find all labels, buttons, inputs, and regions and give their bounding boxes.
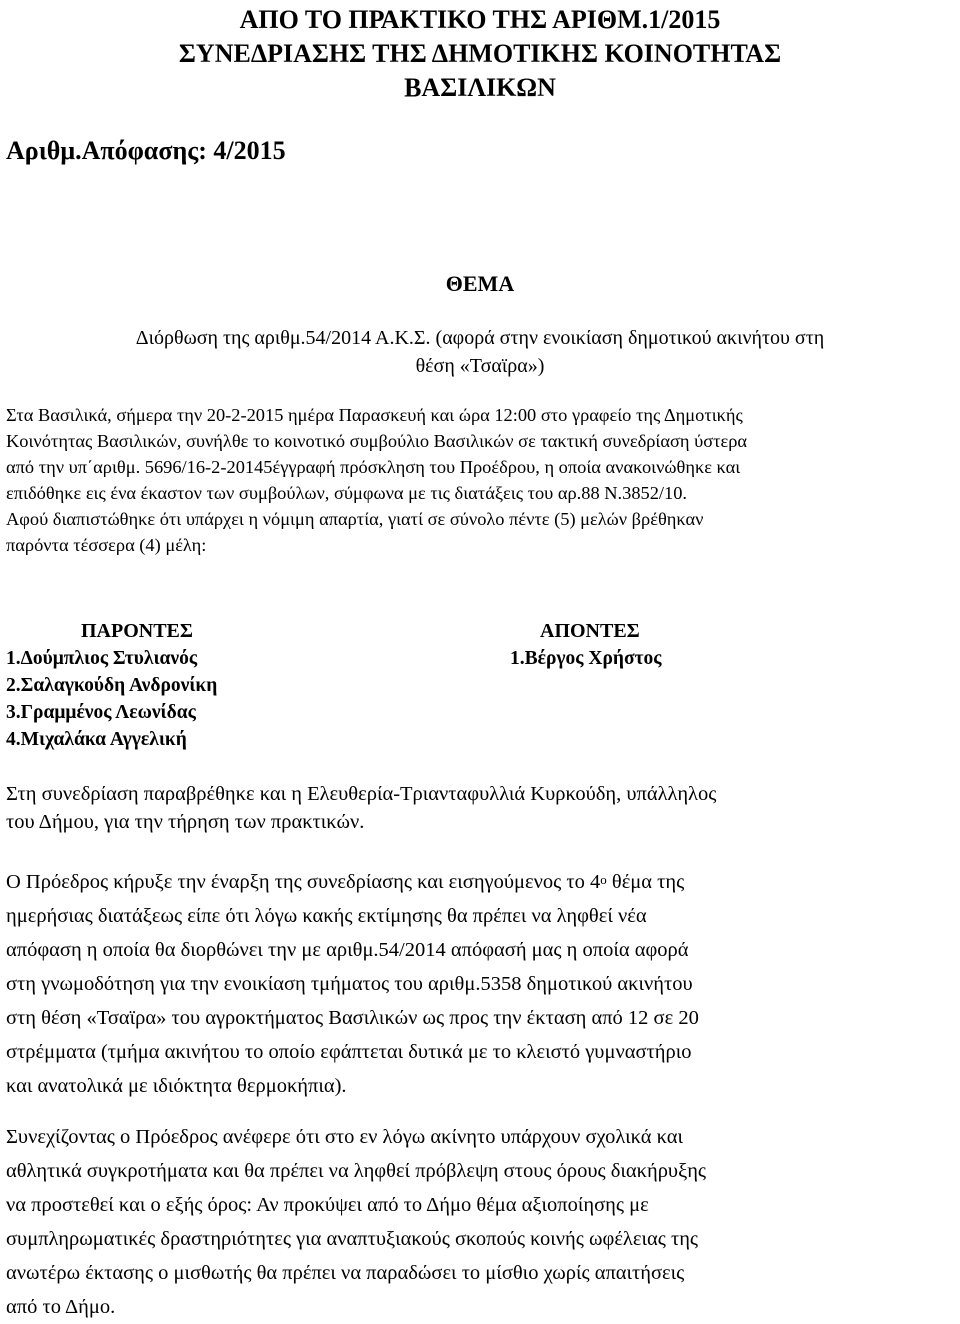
- president-intro-line: απόφαση η οποία θα διορθώνει την με αριθμ.54/2014 απόφασή μας η οποία αφορά: [6, 939, 689, 961]
- president-continue-paragraph: [6, 1120, 886, 1324]
- intro-line: Στα Βασιλικά, σήμερα την 20-2-2015 ημέρα Παρασκευή και ώρα 12:00 στο γραφείο της Δημοτικής: [6, 405, 743, 425]
- president-continue-line: από το Δήμο.: [6, 1296, 116, 1318]
- president-intro-line: και ανατολικά με ιδιόκτητα θερμοκήπια).: [6, 1075, 347, 1097]
- president-intro-paragraph: [6, 865, 886, 1103]
- title-line: ΣΥΝΕΔΡΙΑΣΗΣ ΤΗΣ ΔΗΜΟΤΙΚΗΣ ΚΟΙΝΟΤΗΤΑΣ: [178, 39, 782, 68]
- intro-line: επιδόθηκε εις ένα έκαστον των συμβούλων, σύμφωνα με τις διατάξεις του αρ.88 Ν.3852/10.: [6, 483, 688, 503]
- minutes-line: του Δήμου, για την τήρηση των πρακτικών.: [6, 811, 365, 833]
- theme-description: [0, 324, 960, 380]
- minutes-line: Στη συνεδρίαση παραβρέθηκε και η Ελευθερία-Τριανταφυλλιά Κυρκούδη, υπάλληλος: [6, 783, 717, 805]
- theme-line: Διόρθωση της αριθμ.54/2014 Α.Κ.Σ. (αφορά στην ενοικίαση δημοτικού ακινήτου στη: [135, 327, 825, 349]
- theme-heading: ΘΕΜΑ: [445, 271, 515, 296]
- text-segment: Ο Πρόεδρος κήρυξε την έναρξη της συνεδρίασης και εισηγούμενος το 4: [6, 871, 601, 893]
- president-continue-line: να προστεθεί και ο εξής όρος: Αν προκύψει από το Δήμο θέμα αξιοποίησης με: [6, 1194, 649, 1216]
- minutes-keeper-paragraph: [6, 780, 886, 836]
- intro-line: Κοινότητας Βασιλικών, συνήλθε το κοινοτικό συμβούλιο Βασιλικών σε τακτική συνεδρίαση ύστερα: [6, 431, 748, 451]
- absent-member: 1.Βέργος Χρήστος: [510, 648, 662, 669]
- president-continue-line: Συνεχίζοντας ο Πρόεδρος ανέφερε ότι στο εν λόγω ακίνητο υπάρχουν σχολικά και: [6, 1126, 684, 1148]
- intro-paragraph: [6, 402, 954, 558]
- present-member: 2.Σαλαγκούδη Ανδρονίκη: [6, 675, 218, 696]
- president-intro-line: στη θέση «Τσαϊρα» του αγροκτήματος Βασιλικών ως προς την έκταση από 12 σε 20: [6, 1007, 699, 1029]
- ordinal-superscript: ο: [600, 872, 607, 887]
- president-intro-line: στη γνωμοδότηση για την ενοικίαση τμήματος του αριθμ.5358 δημοτικού ακινήτου: [6, 973, 693, 995]
- present-member: 3.Γραμμένος Λεωνίδας: [6, 702, 196, 723]
- president-intro-line: [6, 865, 886, 899]
- president-continue-line: αθλητικά συγκροτήματα και θα πρέπει να ληφθεί πρόβλεψη στους όρους διακήρυξης: [6, 1160, 707, 1182]
- present-members: [6, 618, 217, 753]
- present-member: 1.Δούμπλιος Στυλιανός: [6, 648, 198, 669]
- president-intro-line: στρέμματα (τμήμα ακινήτου το οποίο εφάπτεται δυτικά με το κλειστό γυμναστήριο: [6, 1041, 692, 1063]
- intro-line: από την υπ΄αριθμ. 5696/16-2-20145έγγραφή πρόσκληση του Προέδρου, η οποία ανακοινώθηκε και: [6, 457, 741, 477]
- text-segment: θέμα της: [606, 871, 685, 893]
- theme-line: θέση «Τσαϊρα»): [415, 355, 545, 377]
- present-member: 4.Μιχαλάκα Αγγελική: [6, 729, 187, 750]
- decision-number: Αριθμ.Απόφασης: 4/2015: [6, 136, 286, 165]
- quorum-line: παρόντα τέσσερα (4) μέλη:: [6, 535, 207, 555]
- absent-members: [510, 618, 662, 672]
- present-heading: ΠΑΡΟΝΤΕΣ: [81, 620, 193, 642]
- document-title: [0, 3, 960, 105]
- president-intro-line: ημερήσιας διατάξεως είπε ότι λόγω κακής εκτίμησης θα πρέπει να ληφθεί νέα: [6, 905, 647, 927]
- president-continue-line: ανωτέρω έκτασης ο μισθωτής θα πρέπει να παραδώσει το μίσθιο χωρίς απαιτήσεις: [6, 1262, 685, 1284]
- quorum-line: Αφού διαπιστώθηκε ότι υπάρχει η νόμιμη απαρτία, γιατί σε σύνολο πέντε (5) μελών βρέθηκαν: [6, 509, 704, 529]
- president-continue-line: συμπληρωματικές δραστηριότητες για αναπτυξιακούς σκοπούς κοινής ωφέλειας της: [6, 1228, 699, 1250]
- title-line: ΒΑΣΙΛΙΚΩΝ: [404, 73, 556, 102]
- title-line: ΑΠΟ ΤΟ ΠΡΑΚΤΙΚΟ ΤΗΣ ΑΡΙΘΜ.1/2015: [239, 5, 721, 34]
- absent-heading: ΑΠΟΝΤΕΣ: [540, 620, 640, 642]
